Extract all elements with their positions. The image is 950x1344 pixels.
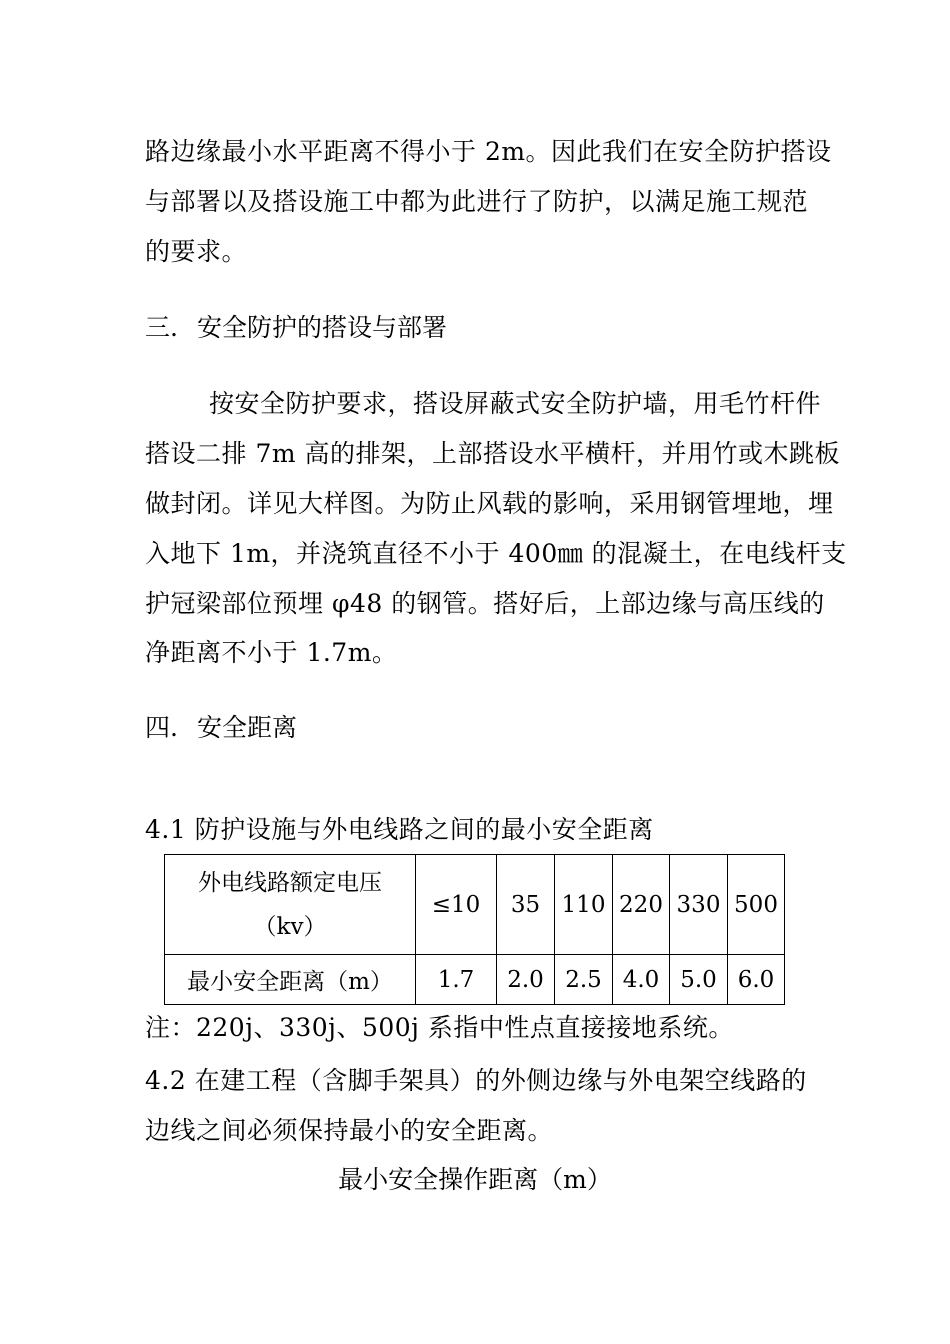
paragraph-line: 边线之间必须保持最小的安全距离。: [145, 1116, 554, 1145]
paragraph-line: 净距离不小于 1.7m。: [145, 638, 398, 667]
paragraph-line: 路边缘最小水平距离不得小于 2m。因此我们在安全防护搭设: [145, 137, 832, 166]
paragraph-line: 做封闭。详见大样图。为防止风载的影响，采用钢管埋地，埋: [145, 489, 834, 518]
voltage-cell: 220: [613, 855, 670, 955]
distance-cell: 2.5: [555, 955, 613, 1005]
distance-cell: 2.0: [497, 955, 555, 1005]
subsection-title-4-1: 4.1 防护设施与外电线路之间的最小安全距离: [145, 815, 654, 844]
section-title: 安全距离: [197, 713, 298, 742]
paragraph-line: 搭设二排 7m 高的排架，上部搭设水平横杆，并用竹或木跳板: [145, 439, 841, 468]
voltage-cell: 330: [670, 855, 728, 955]
section-number: 四.: [145, 713, 178, 742]
paragraph-line: 的要求。: [145, 237, 248, 266]
paragraph-line: 入地下 1m，并浇筑直径不小于 400㎜ 的混凝土，在电线杆支: [145, 539, 847, 568]
section-heading-4: [145, 713, 297, 743]
voltage-cell: 110: [555, 855, 613, 955]
section-number: 三.: [145, 313, 178, 342]
table-header-cell: [165, 855, 416, 955]
voltage-cell: 35: [497, 855, 555, 955]
distance-cell: 1.7: [416, 955, 497, 1005]
safety-distance-table: [164, 854, 785, 1005]
voltage-cell: ≤10: [416, 855, 497, 955]
table-row: [165, 855, 785, 955]
voltage-cell: 500: [728, 855, 785, 955]
distance-cell: 4.0: [613, 955, 670, 1005]
row-label-cell: 最小安全距离（m）: [165, 955, 416, 1005]
section-title: 安全防护的搭设与部署: [197, 313, 448, 342]
table-row: [165, 955, 785, 1005]
paragraph-line: 护冠梁部位预埋 φ48 的钢管。搭好后，上部边缘与高压线的: [145, 589, 825, 618]
distance-cell: 5.0: [670, 955, 728, 1005]
header-label-unit: （kv）: [253, 913, 327, 940]
distance-cell: 6.0: [728, 955, 785, 1005]
header-label-line: 外电线路额定电压: [198, 869, 382, 896]
paragraph-line: 与部署以及搭设施工中都为此进行了防护，以满足施工规范: [145, 187, 809, 216]
paragraph-line: 4.2 在建工程（含脚手架具）的外侧边缘与外电架空线路的: [145, 1066, 807, 1095]
section-heading-3: [145, 313, 447, 343]
table-note: 注：220j、330j、500j 系指中性点直接接地系统。: [145, 1013, 734, 1042]
table-caption: 最小安全操作距离（m）: [338, 1165, 612, 1194]
paragraph-line: 按安全防护要求，搭设屏蔽式安全防护墙，用毛竹杆件: [209, 389, 822, 418]
